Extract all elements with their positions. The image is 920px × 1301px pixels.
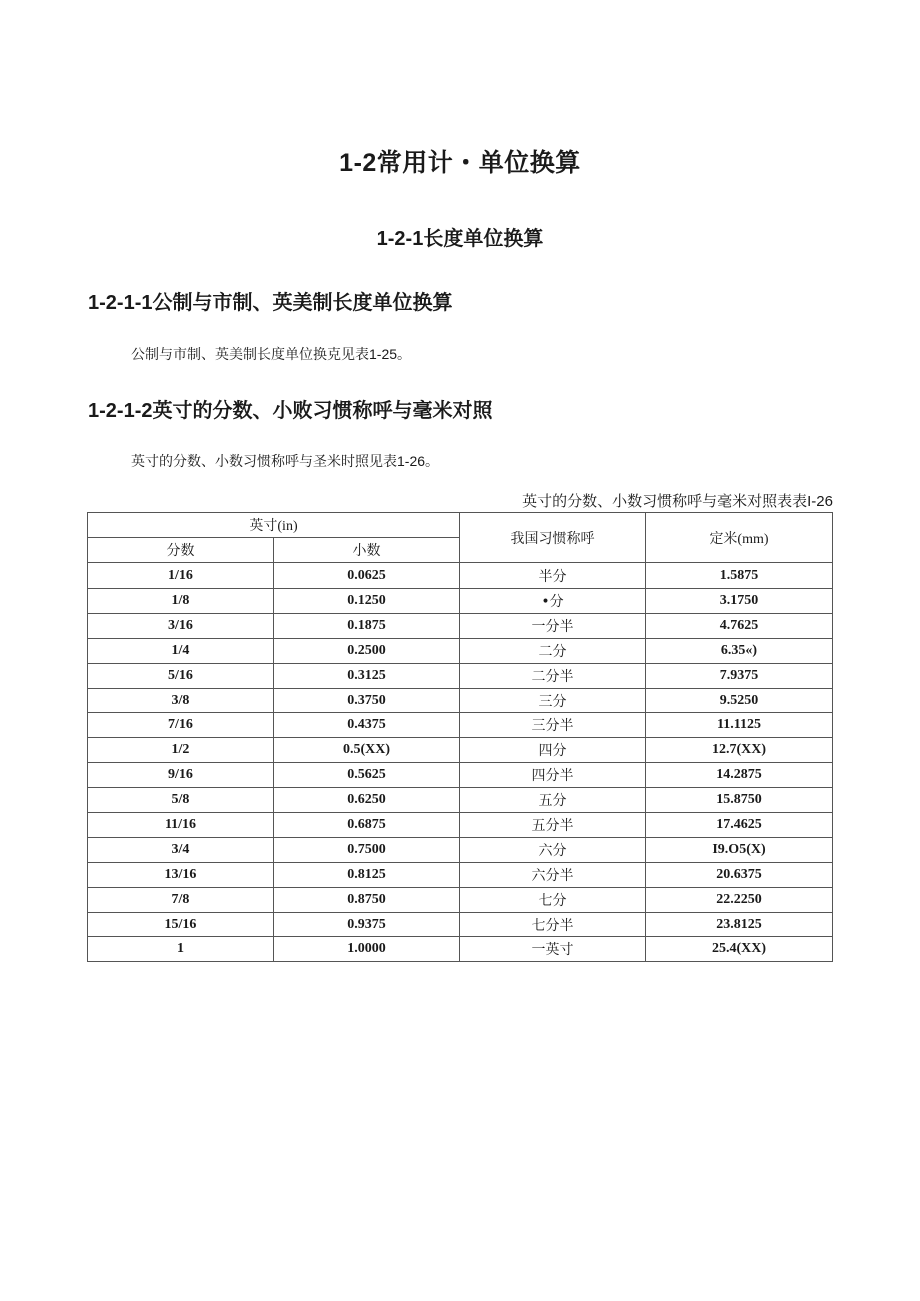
mm-cell: 12.7(XX) bbox=[646, 738, 833, 763]
decimal-cell: 0.6875 bbox=[274, 813, 460, 838]
mm-cell: 4.7625 bbox=[646, 613, 833, 638]
mm-cell: 15.8750 bbox=[646, 788, 833, 813]
paragraph-1: 公制与市制、英美制长度单位换克见表1-25。 bbox=[131, 346, 412, 362]
name-cell: 七分 bbox=[460, 887, 646, 912]
fraction-cell: 1 bbox=[88, 937, 274, 962]
name-cell: 六分半 bbox=[460, 862, 646, 887]
mm-cell: 6.35«) bbox=[646, 638, 833, 663]
fraction-cell: 1/2 bbox=[88, 738, 274, 763]
table-row bbox=[88, 589, 833, 614]
name-cell: •分 bbox=[460, 589, 646, 614]
name-cell: 四分 bbox=[460, 738, 646, 763]
mm-cell: 7.9375 bbox=[646, 663, 833, 688]
mm-cell: 11.1125 bbox=[646, 713, 833, 738]
table-row bbox=[88, 813, 833, 838]
name-cell: 二分 bbox=[460, 638, 646, 663]
decimal-cell: 0.1875 bbox=[274, 613, 460, 638]
decimal-cell: 0.8750 bbox=[274, 887, 460, 912]
fraction-cell: 3/16 bbox=[88, 613, 274, 638]
name-cell: 二分半 bbox=[460, 663, 646, 688]
table-row bbox=[88, 613, 833, 638]
header-fraction: 分数 bbox=[88, 538, 274, 563]
paragraph-2: 英寸的分数、小数习惯称呼与圣米时照见表1-26。 bbox=[131, 453, 440, 469]
decimal-cell: 0.4375 bbox=[274, 713, 460, 738]
table-row bbox=[88, 663, 833, 688]
name-cell: 三分半 bbox=[460, 713, 646, 738]
name-cell: 七分半 bbox=[460, 912, 646, 937]
fraction-cell: 5/16 bbox=[88, 663, 274, 688]
subsection-title-1: 1-2-1-1公制与市制、英美制长度单位换算 bbox=[88, 292, 453, 314]
name-cell: 四分半 bbox=[460, 763, 646, 788]
table-row bbox=[88, 937, 833, 962]
name-cell: 一英寸 bbox=[460, 937, 646, 962]
name-cell: 五分半 bbox=[460, 813, 646, 838]
mm-cell: 22.2250 bbox=[646, 887, 833, 912]
mm-cell: I9.O5(X) bbox=[646, 837, 833, 862]
decimal-cell: 0.3750 bbox=[274, 688, 460, 713]
mm-cell: 3.1750 bbox=[646, 589, 833, 614]
table-row bbox=[88, 912, 833, 937]
fraction-cell: 5/8 bbox=[88, 788, 274, 813]
mm-cell: 20.6375 bbox=[646, 862, 833, 887]
decimal-cell: 0.6250 bbox=[274, 788, 460, 813]
name-cell: 五分 bbox=[460, 788, 646, 813]
fraction-cell: 1/8 bbox=[88, 589, 274, 614]
table-row bbox=[88, 713, 833, 738]
header-inch-label: 英寸(in) bbox=[249, 519, 298, 534]
decimal-cell: 0.9375 bbox=[274, 912, 460, 937]
mm-cell: 1.5875 bbox=[646, 563, 833, 589]
fraction-cell: 1/16 bbox=[88, 563, 274, 589]
header-mm bbox=[646, 513, 833, 563]
decimal-cell: 0.3125 bbox=[274, 663, 460, 688]
mm-cell: 17.4625 bbox=[646, 813, 833, 838]
table-row bbox=[88, 887, 833, 912]
table-row bbox=[88, 638, 833, 663]
decimal-cell: 0.2500 bbox=[274, 638, 460, 663]
fraction-cell: 3/8 bbox=[88, 688, 274, 713]
decimal-cell: 0.8125 bbox=[274, 862, 460, 887]
header-chinese-label: 我国习惯称呼 bbox=[510, 531, 595, 547]
name-cell: 一分半 bbox=[460, 613, 646, 638]
fraction-cell: 11/16 bbox=[88, 813, 274, 838]
table-row bbox=[88, 738, 833, 763]
table-caption: 英寸的分数、小数习惯称呼与毫米对照表表I-26 bbox=[522, 493, 833, 510]
fraction-cell: 7/8 bbox=[88, 887, 274, 912]
fraction-cell: 7/16 bbox=[88, 713, 274, 738]
header-mm-label: 定米(mm) bbox=[709, 531, 769, 547]
mm-cell: 14.2875 bbox=[646, 763, 833, 788]
decimal-cell: 0.1250 bbox=[274, 589, 460, 614]
fraction-cell: 15/16 bbox=[88, 912, 274, 937]
name-cell: 六分 bbox=[460, 837, 646, 862]
mm-cell: 25.4(XX) bbox=[646, 937, 833, 962]
fraction-cell: 1/4 bbox=[88, 638, 274, 663]
table-row bbox=[88, 862, 833, 887]
decimal-cell: 1.0000 bbox=[274, 937, 460, 962]
table-row bbox=[88, 563, 833, 589]
table-row bbox=[88, 763, 833, 788]
table-row bbox=[88, 788, 833, 813]
section-title: 1-2-1长度单位换算 bbox=[376, 228, 544, 250]
table-row bbox=[88, 688, 833, 713]
table-body bbox=[88, 563, 833, 962]
subsection-title-2: 1-2-1-2英寸的分数、小败习惯称呼与毫米对照 bbox=[88, 400, 493, 422]
header-chinese bbox=[460, 513, 646, 563]
decimal-cell: 0.7500 bbox=[274, 837, 460, 862]
decimal-cell: 0.0625 bbox=[274, 563, 460, 589]
decimal-cell: 0.5625 bbox=[274, 763, 460, 788]
fraction-cell: 9/16 bbox=[88, 763, 274, 788]
header-decimal: 小数 bbox=[274, 538, 460, 563]
fraction-cell: 13/16 bbox=[88, 862, 274, 887]
header-inch bbox=[88, 513, 460, 538]
decimal-cell: 0.5(XX) bbox=[274, 738, 460, 763]
name-cell: 半分 bbox=[460, 563, 646, 589]
mm-cell: 23.8125 bbox=[646, 912, 833, 937]
table-row bbox=[88, 837, 833, 862]
conversion-table bbox=[87, 512, 833, 962]
mm-cell: 9.5250 bbox=[646, 688, 833, 713]
fraction-cell: 3/4 bbox=[88, 837, 274, 862]
page-title: 1-2常用计・单位换算 bbox=[339, 149, 581, 177]
name-cell: 三分 bbox=[460, 688, 646, 713]
